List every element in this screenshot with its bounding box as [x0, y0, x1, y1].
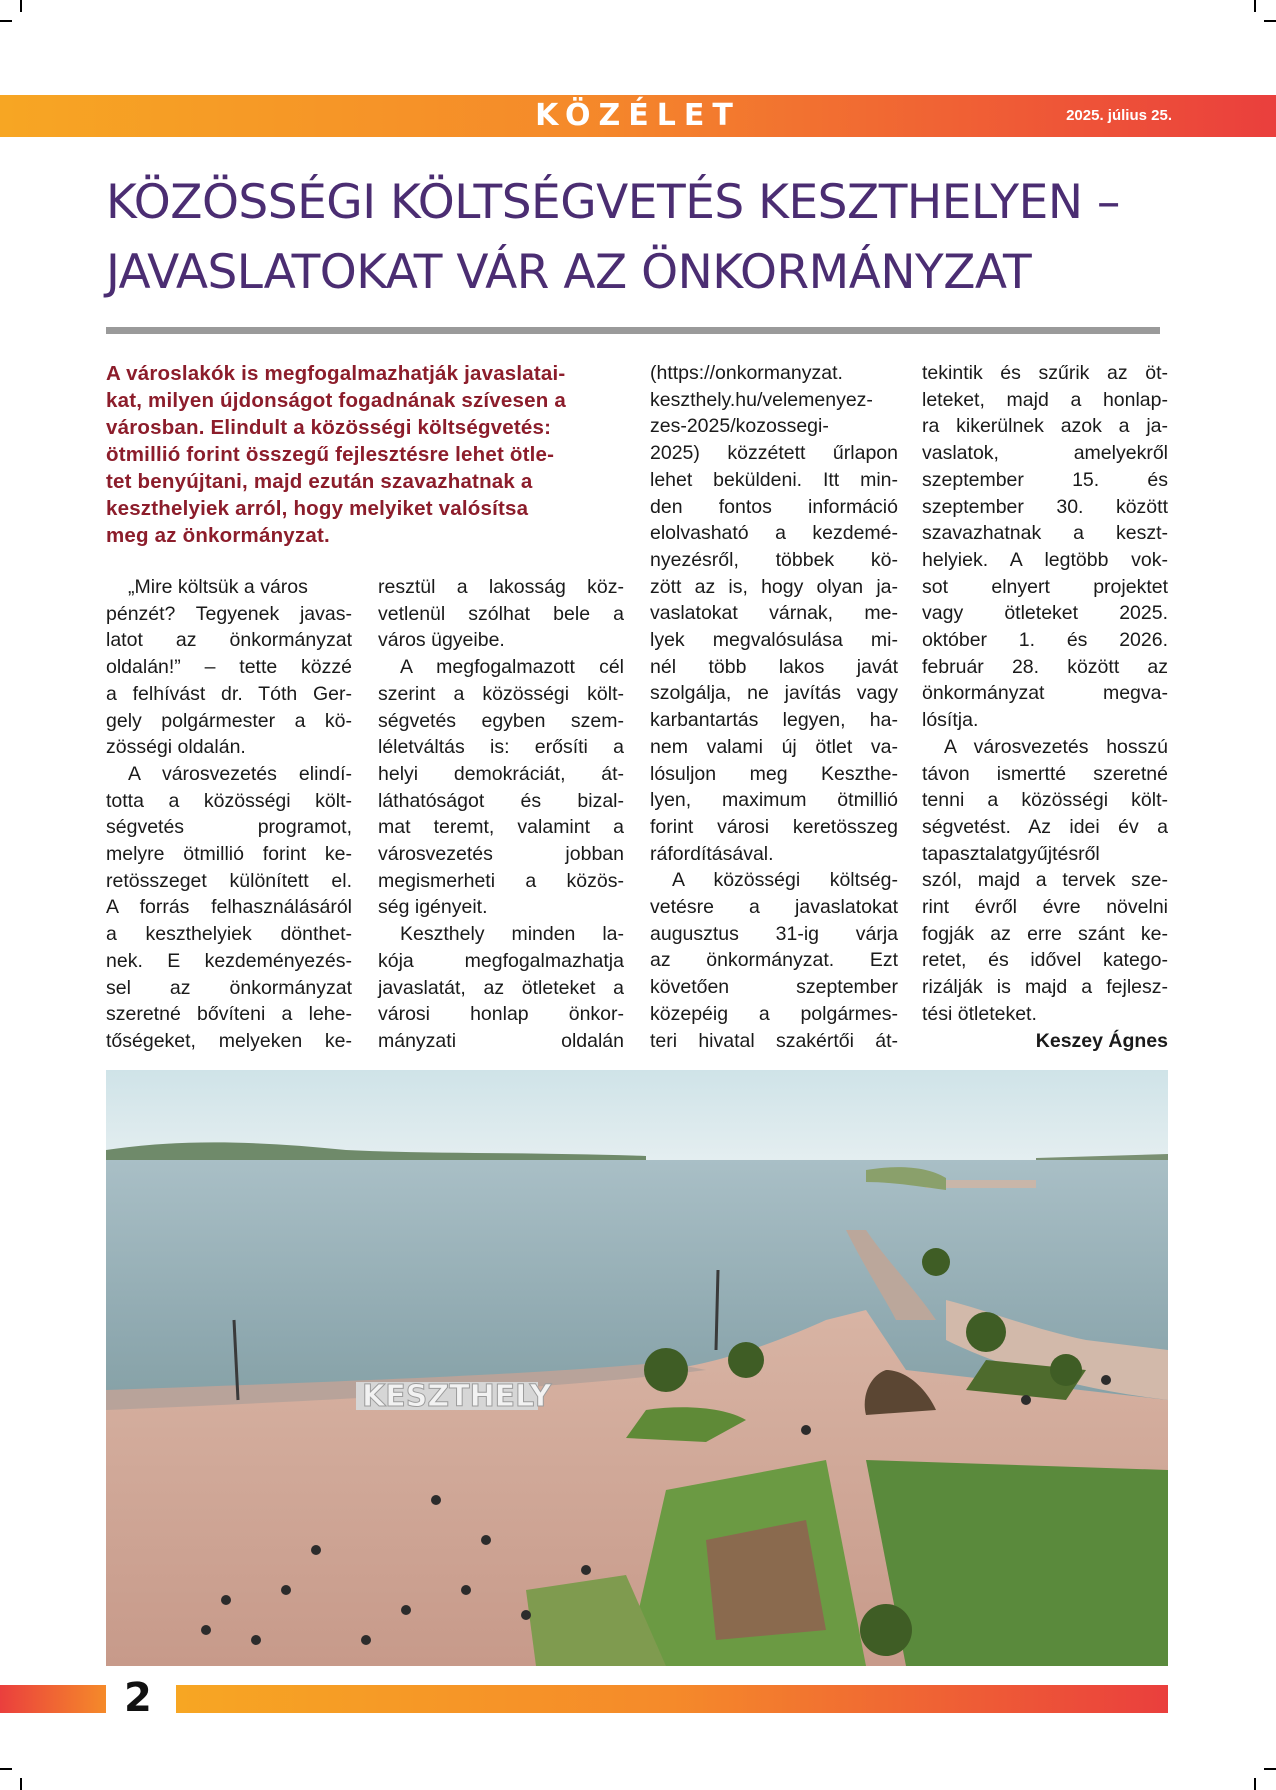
text-line: ra kikerülnek azok a ja-	[922, 415, 1168, 438]
text-line: melyre ötmillió forint ke-	[106, 843, 352, 866]
text-line: helyiek. A legtöbb vok-	[922, 548, 1168, 571]
text-line: A forrás felhasználásáról	[106, 896, 352, 919]
headline-rule	[106, 327, 1160, 334]
crop-mark	[1254, 1778, 1256, 1790]
text-line: karbantartás legyen, ha-	[650, 709, 898, 732]
text-line: szeptember 30. között	[922, 495, 1168, 518]
text-line: A közösségi költség-	[672, 869, 898, 892]
text-line: zött az is, hogy olyan ja-	[650, 575, 898, 598]
text-line: den fontos információ	[650, 495, 898, 518]
lakeside-photo	[106, 1070, 1168, 1666]
text-line: resztül a lakosság köz-	[378, 576, 624, 598]
crop-mark	[0, 1768, 12, 1770]
text-line: teri hivatal szakértői át-	[650, 1029, 898, 1052]
text-line: ség igényeit.	[378, 896, 488, 919]
text-line: vaslatokat várnak, me-	[650, 602, 898, 625]
article-column-3	[650, 360, 898, 1054]
text-line: zes-2025/kozossegi-	[650, 415, 829, 438]
text-line: vaslatok, amelyekről	[922, 442, 1168, 465]
text-line: láthatóságot és bizal-	[378, 789, 624, 812]
text-line: leteket, majd a honlap-	[922, 388, 1168, 411]
text-line: keszthely.hu/velemenyez-	[650, 388, 873, 411]
headline	[106, 168, 1186, 308]
text-line: rint évről évre növelni	[922, 896, 1168, 919]
text-line: szerint a közösségi költ-	[378, 682, 624, 705]
text-line: elolvasható a kezdemé-	[650, 522, 898, 545]
text-line: tapasztalatgyűjtésről	[922, 842, 1100, 865]
text-line: vetlenül szólhat bele a	[378, 602, 624, 625]
text-line: 2025) közzétett űrlapon	[650, 442, 898, 465]
article-column-4	[922, 360, 1168, 1054]
text-line: távon ismertté szeretné	[922, 762, 1168, 785]
text-line: augusztus 31-ig várja	[650, 922, 898, 945]
text-line: a keszthelyiek dönthet-	[106, 923, 352, 946]
text-line: önkormányzat megva-	[922, 682, 1168, 705]
crop-mark	[0, 20, 12, 22]
text-line: léletváltás is: erősíti a	[378, 736, 624, 759]
text-line: tet benyújtani, majd ezután szavazhatnak a	[106, 470, 533, 493]
crop-mark	[20, 0, 22, 12]
issue-date: 2025. július 25.	[1066, 107, 1172, 124]
text-line: városban. Elindult a közösségi költségvetés:	[106, 416, 552, 439]
text-line: latot az önkormányzat	[106, 629, 352, 652]
headline-line: KÖZÖSSÉGI KÖLTSÉGVETÉS KESZTHELYEN –	[106, 175, 1120, 230]
article-author: Keszey Ágnes	[1035, 1029, 1168, 1052]
text-line: meg az önkormányzat.	[106, 524, 330, 547]
text-line: kat, milyen újdonságot fogadnának szívesen a	[106, 389, 566, 412]
lead-paragraph	[106, 360, 626, 549]
text-line: totta a közösségi költ-	[106, 789, 352, 812]
text-line: közepéig a polgármes-	[650, 1002, 898, 1025]
text-line: nem valami új ötlet va-	[650, 735, 898, 758]
text-line: tenni a közösségi költ-	[922, 789, 1168, 812]
text-line: ségvetést. Az idei év a	[922, 815, 1168, 838]
text-line: lósítja.	[922, 709, 979, 732]
text-line: lyek megvalósulása mi-	[650, 629, 898, 652]
text-line: szolgálja, ne javítás vagy	[650, 682, 898, 705]
text-line: ségvetés programot,	[106, 816, 352, 839]
text-line: oldalán!” – tette közzé	[106, 656, 352, 679]
crop-mark	[1254, 0, 1256, 12]
text-line: retösszeget különített el.	[106, 869, 352, 892]
text-line: városvezetés jobban	[378, 843, 624, 866]
text-line: lehet beküldeni. Itt min-	[650, 468, 898, 491]
text-line: városi honlap önkor-	[378, 1003, 624, 1026]
text-line: február 28. között az	[922, 655, 1168, 678]
text-line: kója megfogalmazhatja	[378, 949, 624, 972]
text-line: A városvezetés elindí-	[128, 762, 352, 785]
text-line: Keszthely minden la-	[400, 923, 624, 946]
text-line: forint városi keretösszeg	[650, 815, 898, 838]
text-line: nek. E kezdeményezés-	[106, 949, 352, 972]
text-line: az önkormányzat. Ezt	[650, 949, 898, 972]
crop-mark	[20, 1778, 22, 1790]
text-line: javaslatát, az ötleteket a	[378, 976, 624, 999]
text-line: szól, majd a tervek sze-	[922, 869, 1168, 892]
text-line: pénzét? Tegyenek javas-	[106, 602, 352, 625]
text-line: szavazhatnak a keszt-	[922, 522, 1168, 545]
article-column-1	[106, 574, 352, 1055]
text-line: A városlakók is megfogalmazhatják javaslatai-	[106, 362, 566, 385]
text-line: vagy ötleteket 2025.	[922, 602, 1168, 625]
text-line: zösségi oldalán.	[106, 736, 246, 759]
text-line: vetésre a javaslatokat	[650, 896, 898, 919]
text-line: sot elnyert projektet	[922, 575, 1168, 598]
text-line: rizálják is majd a fejlesz-	[922, 976, 1168, 999]
text-line: tekintik és szűrik az öt-	[922, 362, 1168, 384]
text-line: keszthelyiek arról, hogy melyiket valósítsa	[106, 497, 529, 520]
headline-line: JAVASLATOKAT VÁR AZ ÖNKORMÁNYZAT	[106, 245, 1032, 300]
text-line: lósuljon meg Keszthe-	[650, 762, 898, 785]
text-line: fogják az erre szánt ke-	[922, 922, 1168, 945]
text-line: mányzati oldalán	[378, 1029, 624, 1052]
text-line: követően szeptember	[650, 976, 898, 999]
text-line: (https://onkormanyzat.	[650, 362, 843, 384]
text-line: A megfogalmazott cél	[400, 656, 624, 679]
text-line: ráfordításával.	[650, 842, 774, 865]
text-line: „Mire költsük a város	[128, 576, 308, 598]
text-line: ségvetés egyben szem-	[378, 709, 624, 732]
text-line: október 1. és 2026.	[922, 629, 1168, 652]
text-line: tési ötleteket.	[922, 1002, 1037, 1025]
text-line: gely polgármester a kö-	[106, 709, 352, 732]
text-line: szeptember 15. és	[922, 468, 1168, 491]
text-line: sel az önkormányzat	[106, 976, 352, 999]
footer-band-left	[0, 1685, 106, 1713]
crop-mark	[1264, 20, 1276, 22]
text-line: tőségeket, melyeken ke-	[106, 1029, 352, 1052]
text-line: lyen, maximum ötmillió	[650, 789, 898, 812]
section-title: KÖZÉLET	[535, 98, 741, 133]
footer-band-right	[176, 1685, 1168, 1713]
text-line: A városvezetés hosszú	[944, 735, 1168, 758]
crop-mark	[1264, 1768, 1276, 1770]
text-line: város ügyeibe.	[378, 629, 505, 652]
text-line: helyi demokráciát, át-	[378, 762, 624, 785]
page-number: 2	[124, 1675, 152, 1721]
text-line: nél több lakos javát	[650, 655, 898, 678]
text-line: nyezésről, többek kö-	[650, 548, 898, 571]
text-line: megismerheti a közös-	[378, 869, 624, 892]
text-line: retet, és idővel katego-	[922, 949, 1168, 972]
text-line: ötmillió forint összegű fejlesztésre lehet ötle-	[106, 443, 555, 466]
text-line: mat teremt, valamint a	[378, 816, 624, 839]
text-line: szeretné bővíteni a lehe-	[106, 1003, 352, 1026]
article-column-2	[378, 574, 624, 1055]
keszthely-sign: KESZTHELY	[362, 1379, 552, 1414]
text-line: a felhívást dr. Tóth Ger-	[106, 682, 352, 705]
